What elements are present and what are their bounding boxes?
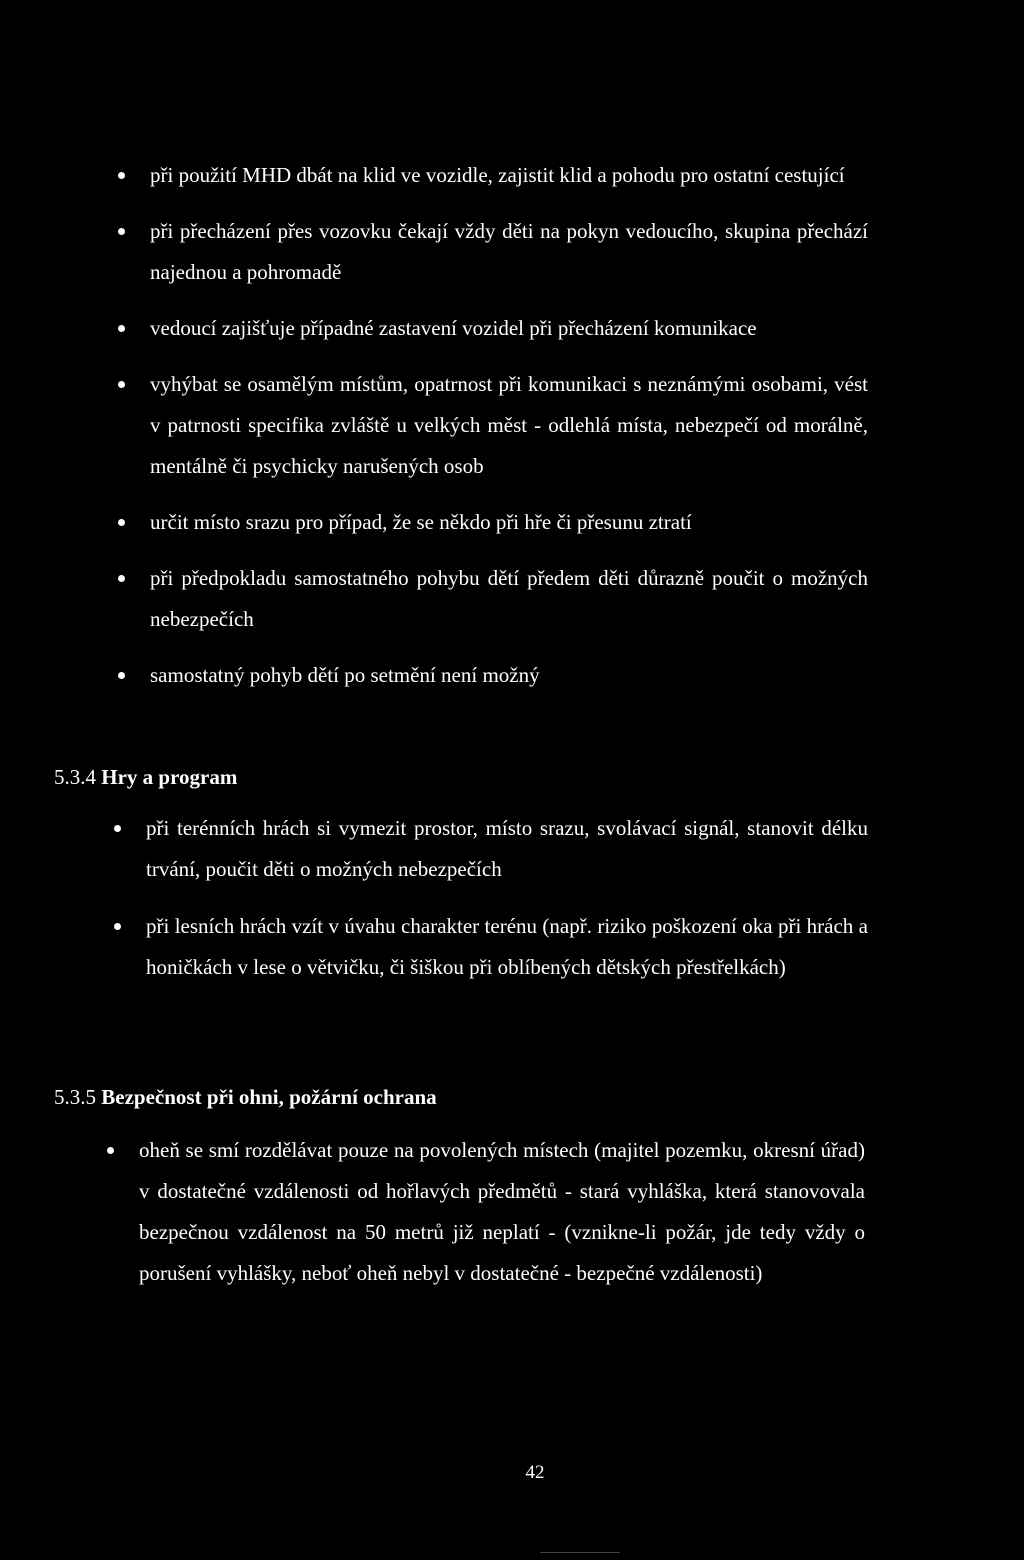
list-item [0, 906, 1024, 988]
list-item-text: při předpokladu samostatného pohybu dětí předem děti důrazně poučit o možných nebezpečích [150, 566, 868, 631]
list-item [0, 502, 1024, 543]
list-item-text: oheň se smí rozdělávat pouze na povolených místech (majitel pozemku, okresní úřad) v dostatečné vzdálenosti od hořlavých předmětů - stará vyhláška, která stanovovala bezpečnou vzdálenost na 50 metrů již neplatí - (vznikne-li požár, jde tedy vždy o porušení vyhlášky, neboť oheň nebyl v dostatečné - bezpečné vzdálenosti) [139, 1138, 865, 1285]
page-number: 42 [525, 1462, 545, 1483]
section-number: 5.3.5 [54, 1085, 96, 1109]
section-heading-games [54, 763, 237, 791]
fire-bullet-list [0, 1130, 1024, 1294]
list-item-text: vedoucí zajišťuje případné zastavení vozidel při přecházení komunikace [150, 316, 757, 340]
section-title: Bezpečnost při ohni, požární ochrana [101, 1085, 437, 1109]
bullet-icon [118, 575, 125, 582]
list-item-text: samostatný pohyb dětí po setmění není možný [150, 663, 540, 687]
bullet-icon [118, 172, 125, 179]
list-item-text: při použití MHD dbát na klid ve vozidle, zajistit klid a pohodu pro ostatní cestující [150, 163, 845, 187]
list-item-text: při přecházení přes vozovku čekají vždy děti na pokyn vedoucího, skupina přechází najednou a pohromadě [150, 219, 868, 284]
safety-bullet-list [0, 155, 1024, 696]
list-item-text: při terénních hrách si vymezit prostor, místo srazu, svolávací signál, stanovit délku trvání, poučit děti o možných nebezpečích [146, 816, 868, 881]
bullet-icon [118, 228, 125, 235]
list-item [0, 558, 1024, 640]
list-item-text: při lesních hrách vzít v úvahu charakter terénu (např. riziko poškození oka při hrách a honičkách v lese o větvičku, či šiškou při oblíbených dětských přestřelkách) [146, 914, 868, 979]
list-item [0, 155, 1024, 196]
bullet-icon [118, 325, 125, 332]
list-item-text: určit místo srazu pro případ, že se někdo při hře či přesunu ztratí [150, 510, 692, 534]
bullet-icon [118, 519, 125, 526]
list-item [0, 655, 1024, 696]
bullet-icon [114, 825, 121, 832]
section-number: 5.3.4 [54, 765, 96, 789]
list-item [0, 808, 1024, 890]
games-bullet-list [0, 808, 1024, 988]
list-item [0, 211, 1024, 293]
list-item-text: vyhýbat se osamělým místům, opatrnost při komunikaci s neznámými osobami, vést v patrnosti specifika zvláště u velkých měst - odlehlá místa, nebezpečí od morálně, mentálně či psychicky narušených osob [150, 372, 868, 478]
list-item [0, 364, 1024, 487]
bullet-icon [114, 923, 121, 930]
bullet-icon [107, 1147, 114, 1154]
section-heading-fire [54, 1083, 437, 1111]
bullet-icon [118, 381, 125, 388]
bullet-icon [118, 672, 125, 679]
list-item [0, 1130, 1024, 1294]
section-title: Hry a program [101, 765, 238, 789]
list-item [0, 308, 1024, 349]
divider [540, 1552, 620, 1553]
